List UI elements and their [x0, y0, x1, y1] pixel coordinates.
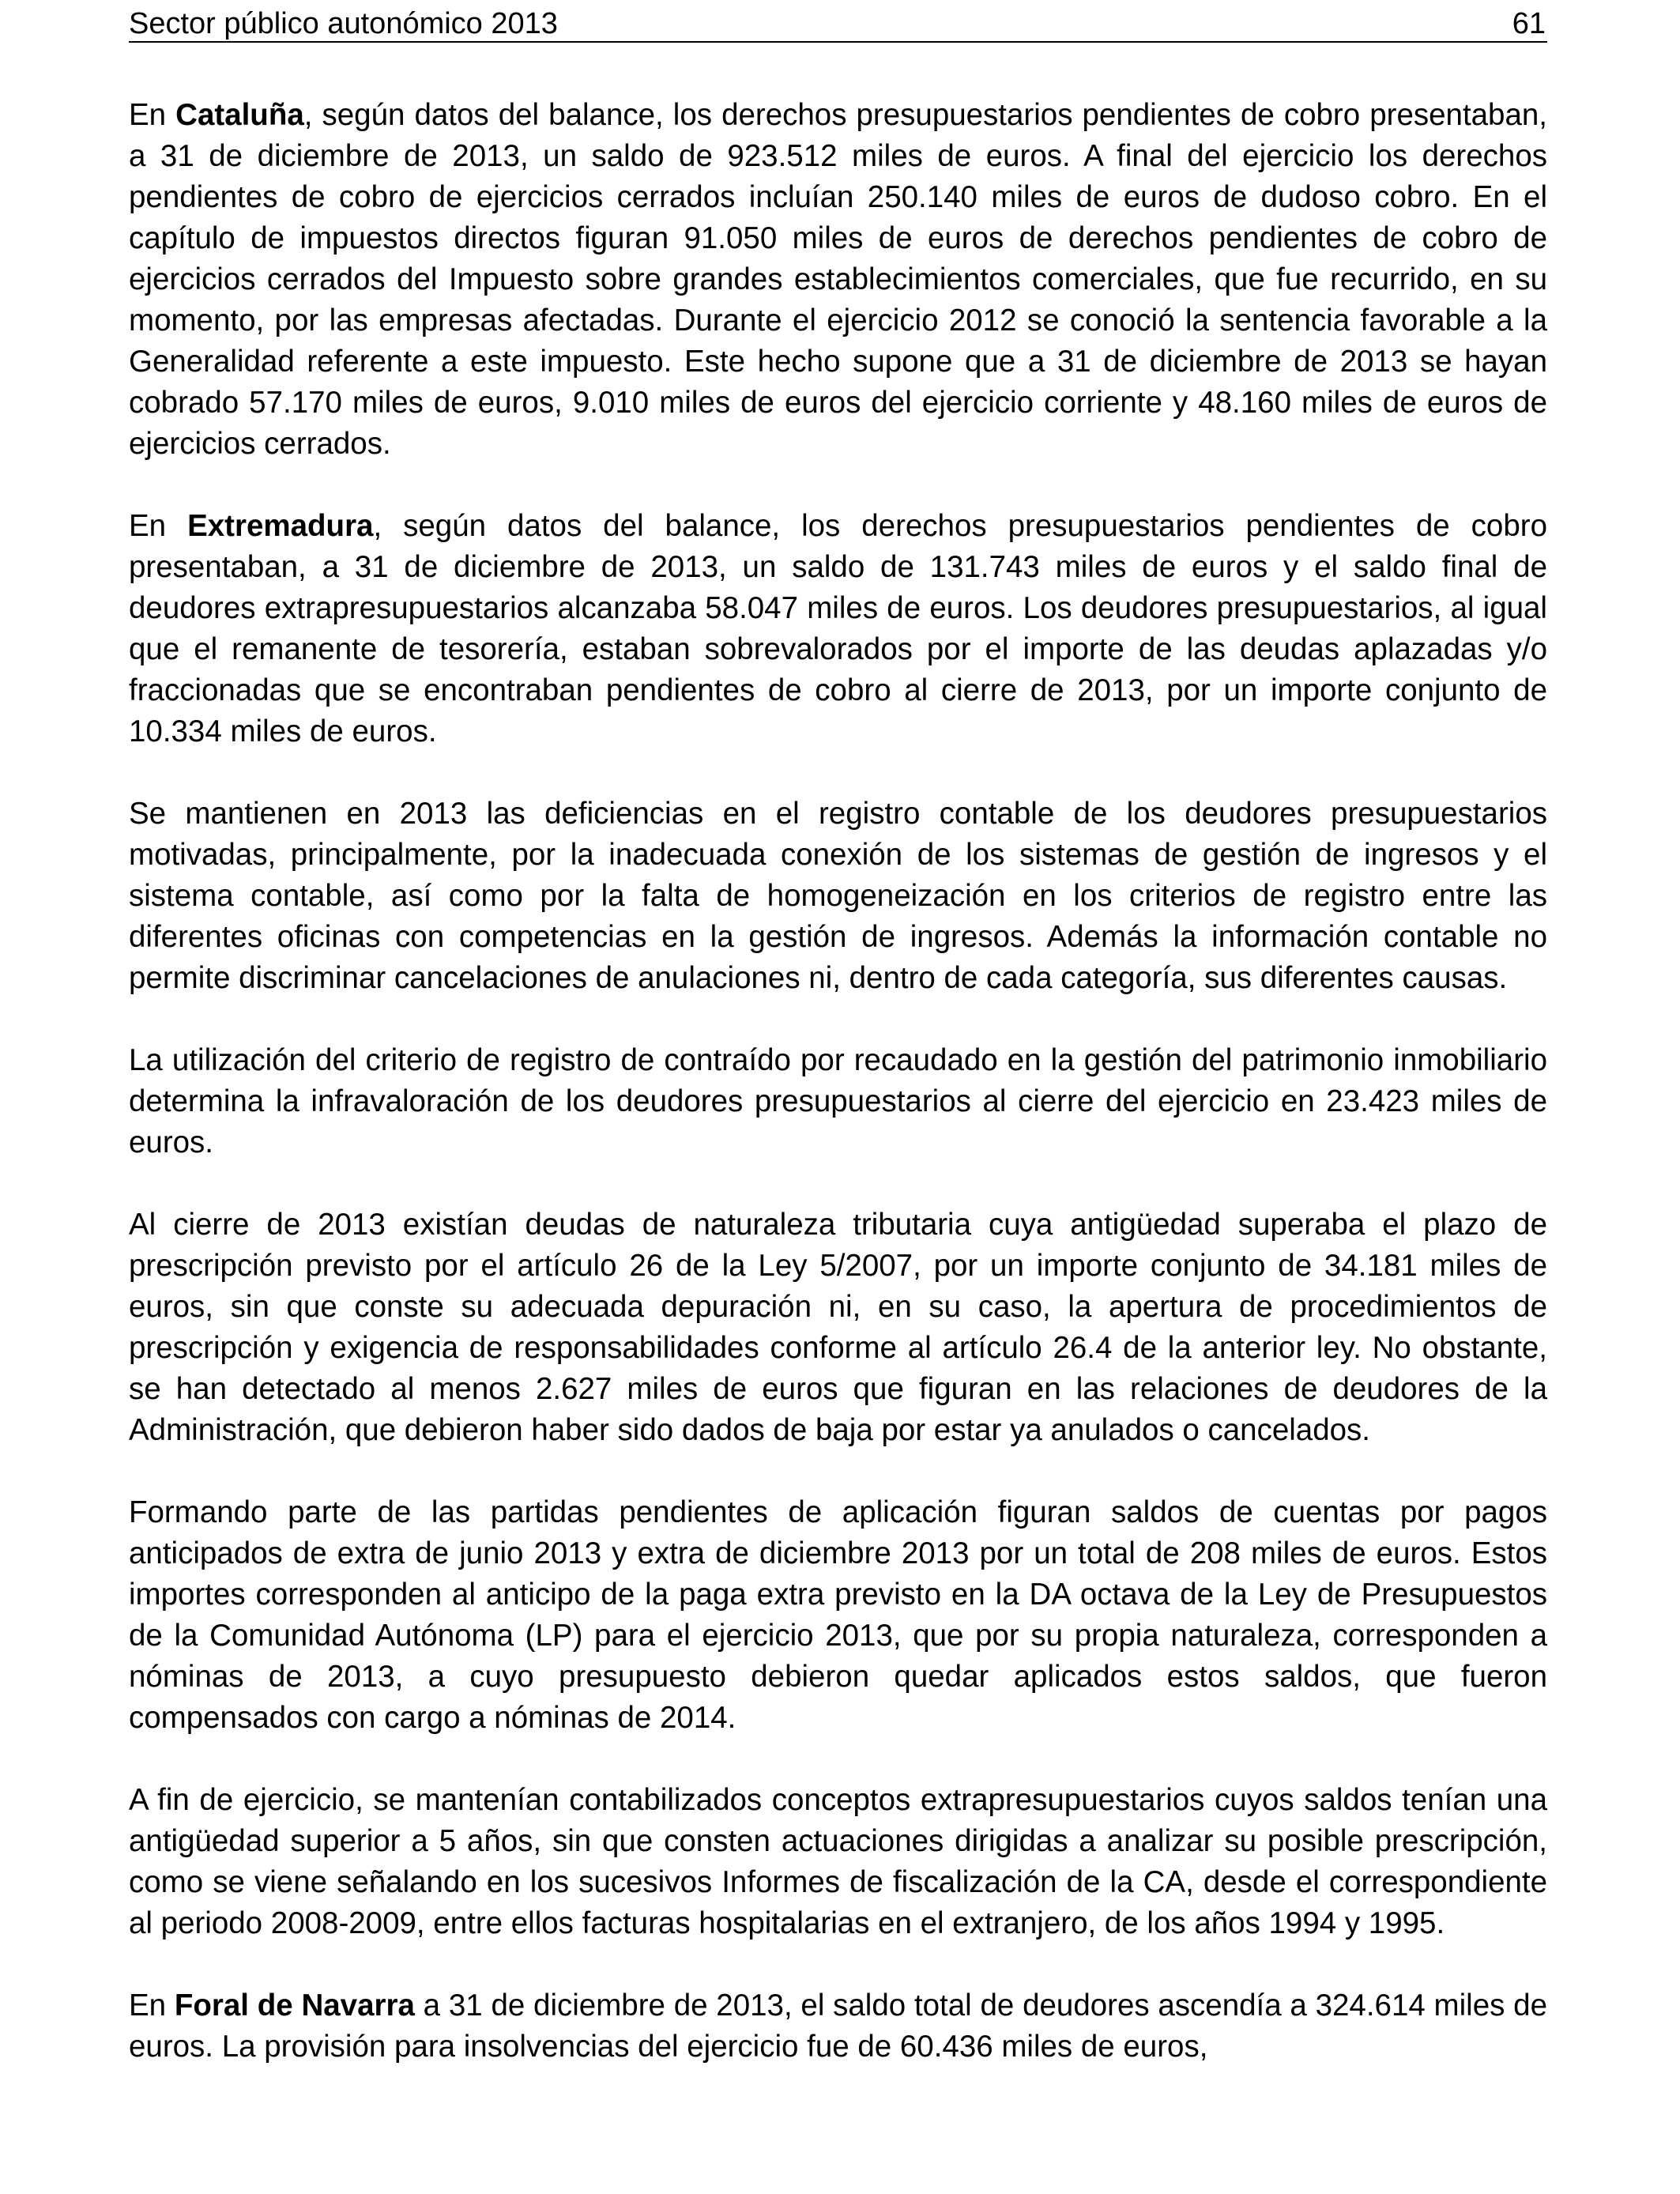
page-number: 61 [1512, 7, 1546, 40]
region-name-navarra: Foral de Navarra [174, 1989, 415, 2022]
region-name-cataluna: Cataluña [175, 98, 304, 132]
paragraph-deficiencias: Se mantienen en 2013 las deficiencias en el registro contable de los deudores presupuestarios motivadas, principalmente, por la inadecuada conexión de los sistemas de gestión de ingresos y el sistema contable, así como por la falta de homogeneización en los criterios de registro entre las diferentes oficinas con competencias en la gestión de ingresos. Además la información contable no permite discriminar cancelaciones de anulaciones ni, dentro de cada categoría, sus diferentes causas. [129, 797, 1547, 995]
body-text [129, 95, 1547, 2109]
paragraph-prescripcion: Al cierre de 2013 existían deudas de naturaleza tributaria cuya antigüedad superaba el plazo de prescripción previsto por el artículo 26 de la Ley 5/2007, por un importe conjunto de 34.181 miles de euros, sin que conste su adecuada depuración ni, en su caso, la apertura de procedimientos de prescripción y exigencia de responsabilidades conforme al artículo 26.4 de la anterior ley. No obstante, se han detectado al menos 2.627 miles de euros que figuran en las relaciones de deudores de la Administración, que debieron haber sido dados de baja por estar ya anulados o cancelados. [129, 1208, 1547, 1447]
region-name-extremadura: Extremadura [187, 509, 374, 543]
paragraph-partidas-pendientes: Formando parte de las partidas pendientes de aplicación figuran saldos de cuentas por pagos anticipados de extra de junio 2013 y extra de diciembre 2013 por un total de 208 miles de euros. Estos importes corresponden al anticipo de la paga extra previsto en la DA octava de la Ley de Presupuestos de la Comunidad Autónoma (LP) para el ejercicio 2013, que por su propia naturaleza, corresponden a nóminas de 2013, a cuyo presupuesto debieron quedar aplicados estos saldos, que fueron compensados con cargo a nóminas de 2014. [129, 1495, 1547, 1735]
paragraph-navarra: En Foral de Navarra a 31 de diciembre de 2013, el saldo total de deudores ascendía a 324.614 miles de euros. La provisión para insolvencias del ejercicio fue de 60.436 miles de euros, [129, 1989, 1547, 2064]
paragraph-extrapresupuestarios: A fin de ejercicio, se mantenían contabilizados conceptos extrapresupuestarios cuyos saldos tenían una antigüedad superior a 5 años, sin que consten actuaciones dirigidas a analizar su posible prescripción, como se viene señalando en los sucesivos Informes de fiscalización de la CA, desde el correspondiente al periodo 2008-2009, entre ellos facturas hospitalarias en el extranjero, de los años 1994 y 1995. [129, 1783, 1547, 1940]
paragraph-patrimonio: La utilización del criterio de registro de contraído por recaudado en la gestión del patrimonio inmobiliario determina la infravaloración de los deudores presupuestarios al cierre del ejercicio en 23.423 miles de euros. [129, 1043, 1547, 1159]
paragraph-cataluna: En Cataluña, según datos del balance, los derechos presupuestarios pendientes de cobro presentaban, a 31 de diciembre de 2013, un saldo de 923.512 miles de euros. A final del ejercicio los derechos pendientes de cobro de ejercicios cerrados incluían 250.140 miles de euros de dudoso cobro. En el capítulo de impuestos directos figuran 91.050 miles de euros de derechos pendientes de cobro de ejercicios cerrados del Impuesto sobre grandes establecimientos comerciales, que fue recurrido, en su momento, por las empresas afectadas. Durante el ejercicio 2012 se conoció la sentencia favorable a la Generalidad referente a este impuesto. Este hecho supone que a 31 de diciembre de 2013 se hayan cobrado 57.170 miles de euros, 9.010 miles de euros del ejercicio corriente y 48.160 miles de euros de ejercicios cerrados. [129, 98, 1547, 461]
running-header [129, 6, 1547, 43]
header-title: Sector público autonómico 2013 [129, 7, 558, 40]
paragraph-extremadura: En Extremadura, según datos del balance, los derechos presupuestarios pendientes de cobro presentaban, a 31 de diciembre de 2013, un saldo de 131.743 miles de euros y el saldo final de deudores extrapresupuestarios alcanzaba 58.047 miles de euros. Los deudores presupuestarios, al igual que el remanente de tesorería, estaban sobrevalorados por el importe de las deudas aplazadas y/o fraccionadas que se encontraban pendientes de cobro al cierre de 2013, por un importe conjunto de 10.334 miles de euros. [129, 509, 1547, 748]
